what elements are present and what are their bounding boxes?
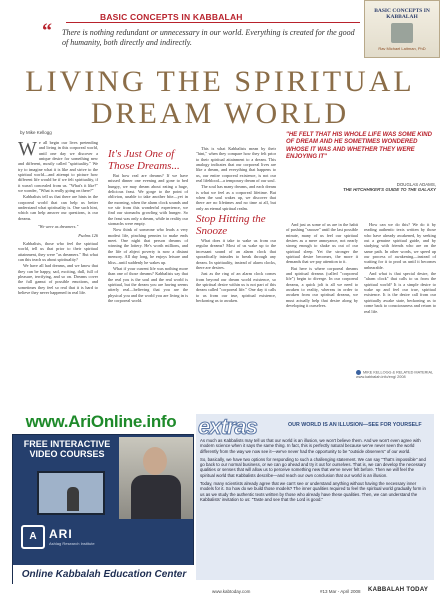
header-divider (66, 22, 360, 23)
section-title: BASIC CONCEPTS IN KABBALAH (100, 12, 243, 22)
footer-magazine-name: KABBALAH TODAY (368, 587, 429, 593)
paragraph: And just as some of us are in the habit of pushing "snooze" until the last possible minute, many of us feel our spiritual desires as a mere annoyance, not nearly strong enough to shake us out of our spiritual sleep. Yet the stronger the spiritual desire becomes, the more it demands that we pay attention to it. (286, 222, 358, 265)
pull-quote-author: DOUGLAS ADAMS, (396, 182, 436, 187)
drop-cap: W (18, 138, 37, 160)
ad-headline: FREE INTERACTIVE (23, 439, 111, 449)
book-cover-title: BASIC CONCEPTS IN KABBALAH (374, 7, 430, 20)
ari-logo-icon: A (21, 525, 45, 549)
ad-headline: VIDEO COURSES (29, 449, 105, 459)
header-quote: There is nothing redundant or unnecessary in our world. Everything is created for the good of humanity, both directly and indirectly. (62, 28, 355, 47)
paragraph: How can we do this? We do it by reading authentic texts written by those who have already awakened, by seeking out a genuine spiritual guide, and by studying with friends who are on the same path. In other words, we speed up our process of awakening—instead of waiting for it to prod us until it becomes unbearable. (364, 222, 436, 270)
paragraph: What does it take to wake us from our regular dreams? Most of us wake up to the incessant sound of an alarm clock that sporadically intrudes to break through any dream. In spirituality, instead of alarm clocks, there are desires. (196, 238, 276, 270)
quote-mark-icon: “ (42, 20, 52, 42)
paragraph: But how real are dreams? If we have missed dinner one evening and gone to bed hungry, we may dream about eating a huge, delicious feast. We gorge to the point of oblivion, unable to take another bite—yet in the morning, when the alarm clock sounds and we stir from this wonderful experience, we find our stomachs growling with hunger. So the feast was only a dream, while in reality our stomachs were empty. (108, 173, 188, 227)
credit-text: MIKE KELLOGG & RELATED MATERIAL www.kabbalah.info/eng/ 2008 (356, 370, 433, 379)
lecturer-figure (67, 487, 79, 511)
video-screen-image (37, 471, 105, 515)
ad-tagline: Online Kabbalah Education Center (21, 569, 187, 580)
paragraph: But here is where corporeal dreams and spiritual dreams (called "corporeal life") begin to diverge. In our corporeal dreams, a quick jolt is all we need to awaken to reality, whereas in order to awaken from our spiritual dreams, we must actually help that desire along by developing it ourselves. (286, 265, 358, 309)
ad-bottom-bar (13, 565, 195, 585)
paragraph: Just as the ring of an alarm clock comes from beyond our dream world existence, so the spiritual desire within us is not part of this dream called "corporeal life." One day it calls to us from our true, spiritual existence, beckoning us to awaken. (196, 271, 276, 303)
pull-quote: "HE FELT THAT HIS WHOLE LIFE WAS SOME KIND OF DREAM AND HE SOMETIMES WONDERED WHOSE IT WAS AND WHETHER THEY WERE ENJOYING IT" (286, 132, 432, 161)
book-cover-image (364, 0, 440, 58)
subheading: Stop Hitting the Snooze (196, 213, 266, 238)
book-cover-photo (391, 23, 413, 43)
paragraph: Now think of someone who leads a very modest life, pinching pennies to make ends meet. One night that person dreams of winning the lottery. He's worth millions, and the life of abject poverty is now a distant memory. All day long, he enjoys leisure and bliss...until suddenly he wakes up. (108, 227, 188, 265)
article-column-2 (108, 146, 188, 304)
teacher-photo (119, 437, 193, 519)
block-quote-attribution: Psalms 126 (78, 232, 98, 238)
ari-advertisement[interactable] (8, 412, 194, 584)
extras-box (196, 414, 434, 580)
article-column-4 (286, 222, 358, 310)
extras-body (200, 438, 430, 505)
paragraph: This is what Kabbalists mean by their "hint," when they compare how they felt prior to their spiritual attainment to a dream. This analogy indicates that our corporeal lives are like a dream, and everything that happens to us, our entire corporeal existence, is not our real lifeblood—a temporary dream of our soul. (196, 146, 276, 184)
paragraph: What if your current life was nothing more than one of those dreams? Kabbalists say that the real you is the soul and the real world is spiritual, but the dream you are having seems utterly real—believing that you are the physical you and the world you are living in is the corporeal world. (108, 265, 188, 303)
paragraph: As much as Kabbalists may tell us that our world is an illusion, we won't believe them. And we won't even agree with modern science when it says the same thing. In fact, this is perfectly natural because we've never seen the world differently from the way we now see it—we've never had the opportunity to be "outside observers" of our world. (200, 438, 421, 454)
extras-logo: extras (198, 414, 257, 439)
article-column-5 (364, 222, 436, 315)
ad-org-subtitle: Ashlag Research Institute (49, 541, 95, 546)
block-quote: "We were as dreamers." (37, 224, 79, 230)
teacher-head (143, 447, 167, 475)
paragraph (18, 140, 98, 193)
article-byline: by Mike Kellogg (20, 130, 52, 135)
paragraph: Kabbalists, those who feel the spiritual world, tell us that prior to their spiritual attainment, they were "as dreamers." But what can this teach us about spirituality? (18, 240, 98, 262)
paragraph: We have all had dreams, and we know that they can be happy, sad, exciting, dull, full of pleasure, terrifying, and so on. Dreams cover the full gamut of possible emotions, and sometimes they feel so real that it is hard to believe they never happened in real life. (18, 263, 98, 295)
ad-org-name: ARI (49, 527, 73, 541)
book-cover-author: Rav Michael Laitman, PhD (378, 45, 426, 51)
article-credit (356, 370, 440, 379)
footer-url[interactable]: www.kabtoday.com (212, 589, 251, 594)
article-title: LIVING THE SPIRITUAL DREAM WORLD (25, 65, 415, 130)
paragraph: And what is that special desire, the "alarm clock" that calls to us from the spiritual world? It is a simple desire to wake up and feel our true, spiritual existence. It is the desire call from our spiritually awake state, beckoning us to come back to consciousness and return to real life. (364, 271, 436, 314)
article-column-3 (196, 146, 276, 304)
teacher-body (131, 475, 181, 519)
ad-panel (12, 434, 194, 584)
paragraph: The soul has many dreams, and each dream is what we feel as a corporeal lifetime. But when the soul wakes up, we discover that there are no lifetimes and no time at all, but only an eternal spiritual realm. (196, 184, 276, 211)
ad-url-link[interactable]: www.AriOnline.info (25, 412, 177, 431)
pull-quote-attribution (286, 182, 436, 193)
extras-title: OUR WORLD IS AN ILLUSION—SEE FOR YOURSELF (288, 422, 422, 428)
paragraph-text: e all begin our lives pretending and living in this corporeal world, until one day we discover a unique desire for something new and different, mostly called "spirituality." We try to imagine what it is like and strive to the spiritual world—and attempt to picture how different life would be if we felt spirituality, if it wasn't concealed from us. "What's it like?" we wonder, "What is really going on there?" (18, 140, 98, 194)
article-column-1 (18, 140, 98, 296)
subheading: It's Just One of Those Dreams... (108, 148, 180, 172)
paragraph: So, basically, we have two options for responding to such a challenging statement. We can say "That's impossible" and go back to our normal business, or we can go ahead and try it out for ourselves. That is, we can develop the necessary qualities or senses that will allow us to perceive something new that we've never felt before. Then we will feel the spiritual world that Kabbalists describe—and reach our own conclusion that our world is an illusion. (200, 456, 426, 478)
paragraph: Today, many scientists already agree that we can't see or understand anything without having the necessary inner models for it. So how do we build those models? The inner qualities required to feel the spiritual world gradually form in us as we study the authentic texts written by those who already have these qualities. Then, we can understand the Kabbalists' invitation to us: "Taste and see that the Lord is good." (200, 481, 426, 502)
footer-issue: #13 Mar - April 2008 (320, 589, 361, 594)
pull-quote-book: THE HITCHHIKER'S GUIDE TO THE GALAXY (343, 187, 436, 193)
paragraph: Kabbalists tell us that there are hints in the corporeal world that can help us better understand what spirituality is. One such hint, which can help answer our questions, is our dreams. (18, 194, 98, 221)
